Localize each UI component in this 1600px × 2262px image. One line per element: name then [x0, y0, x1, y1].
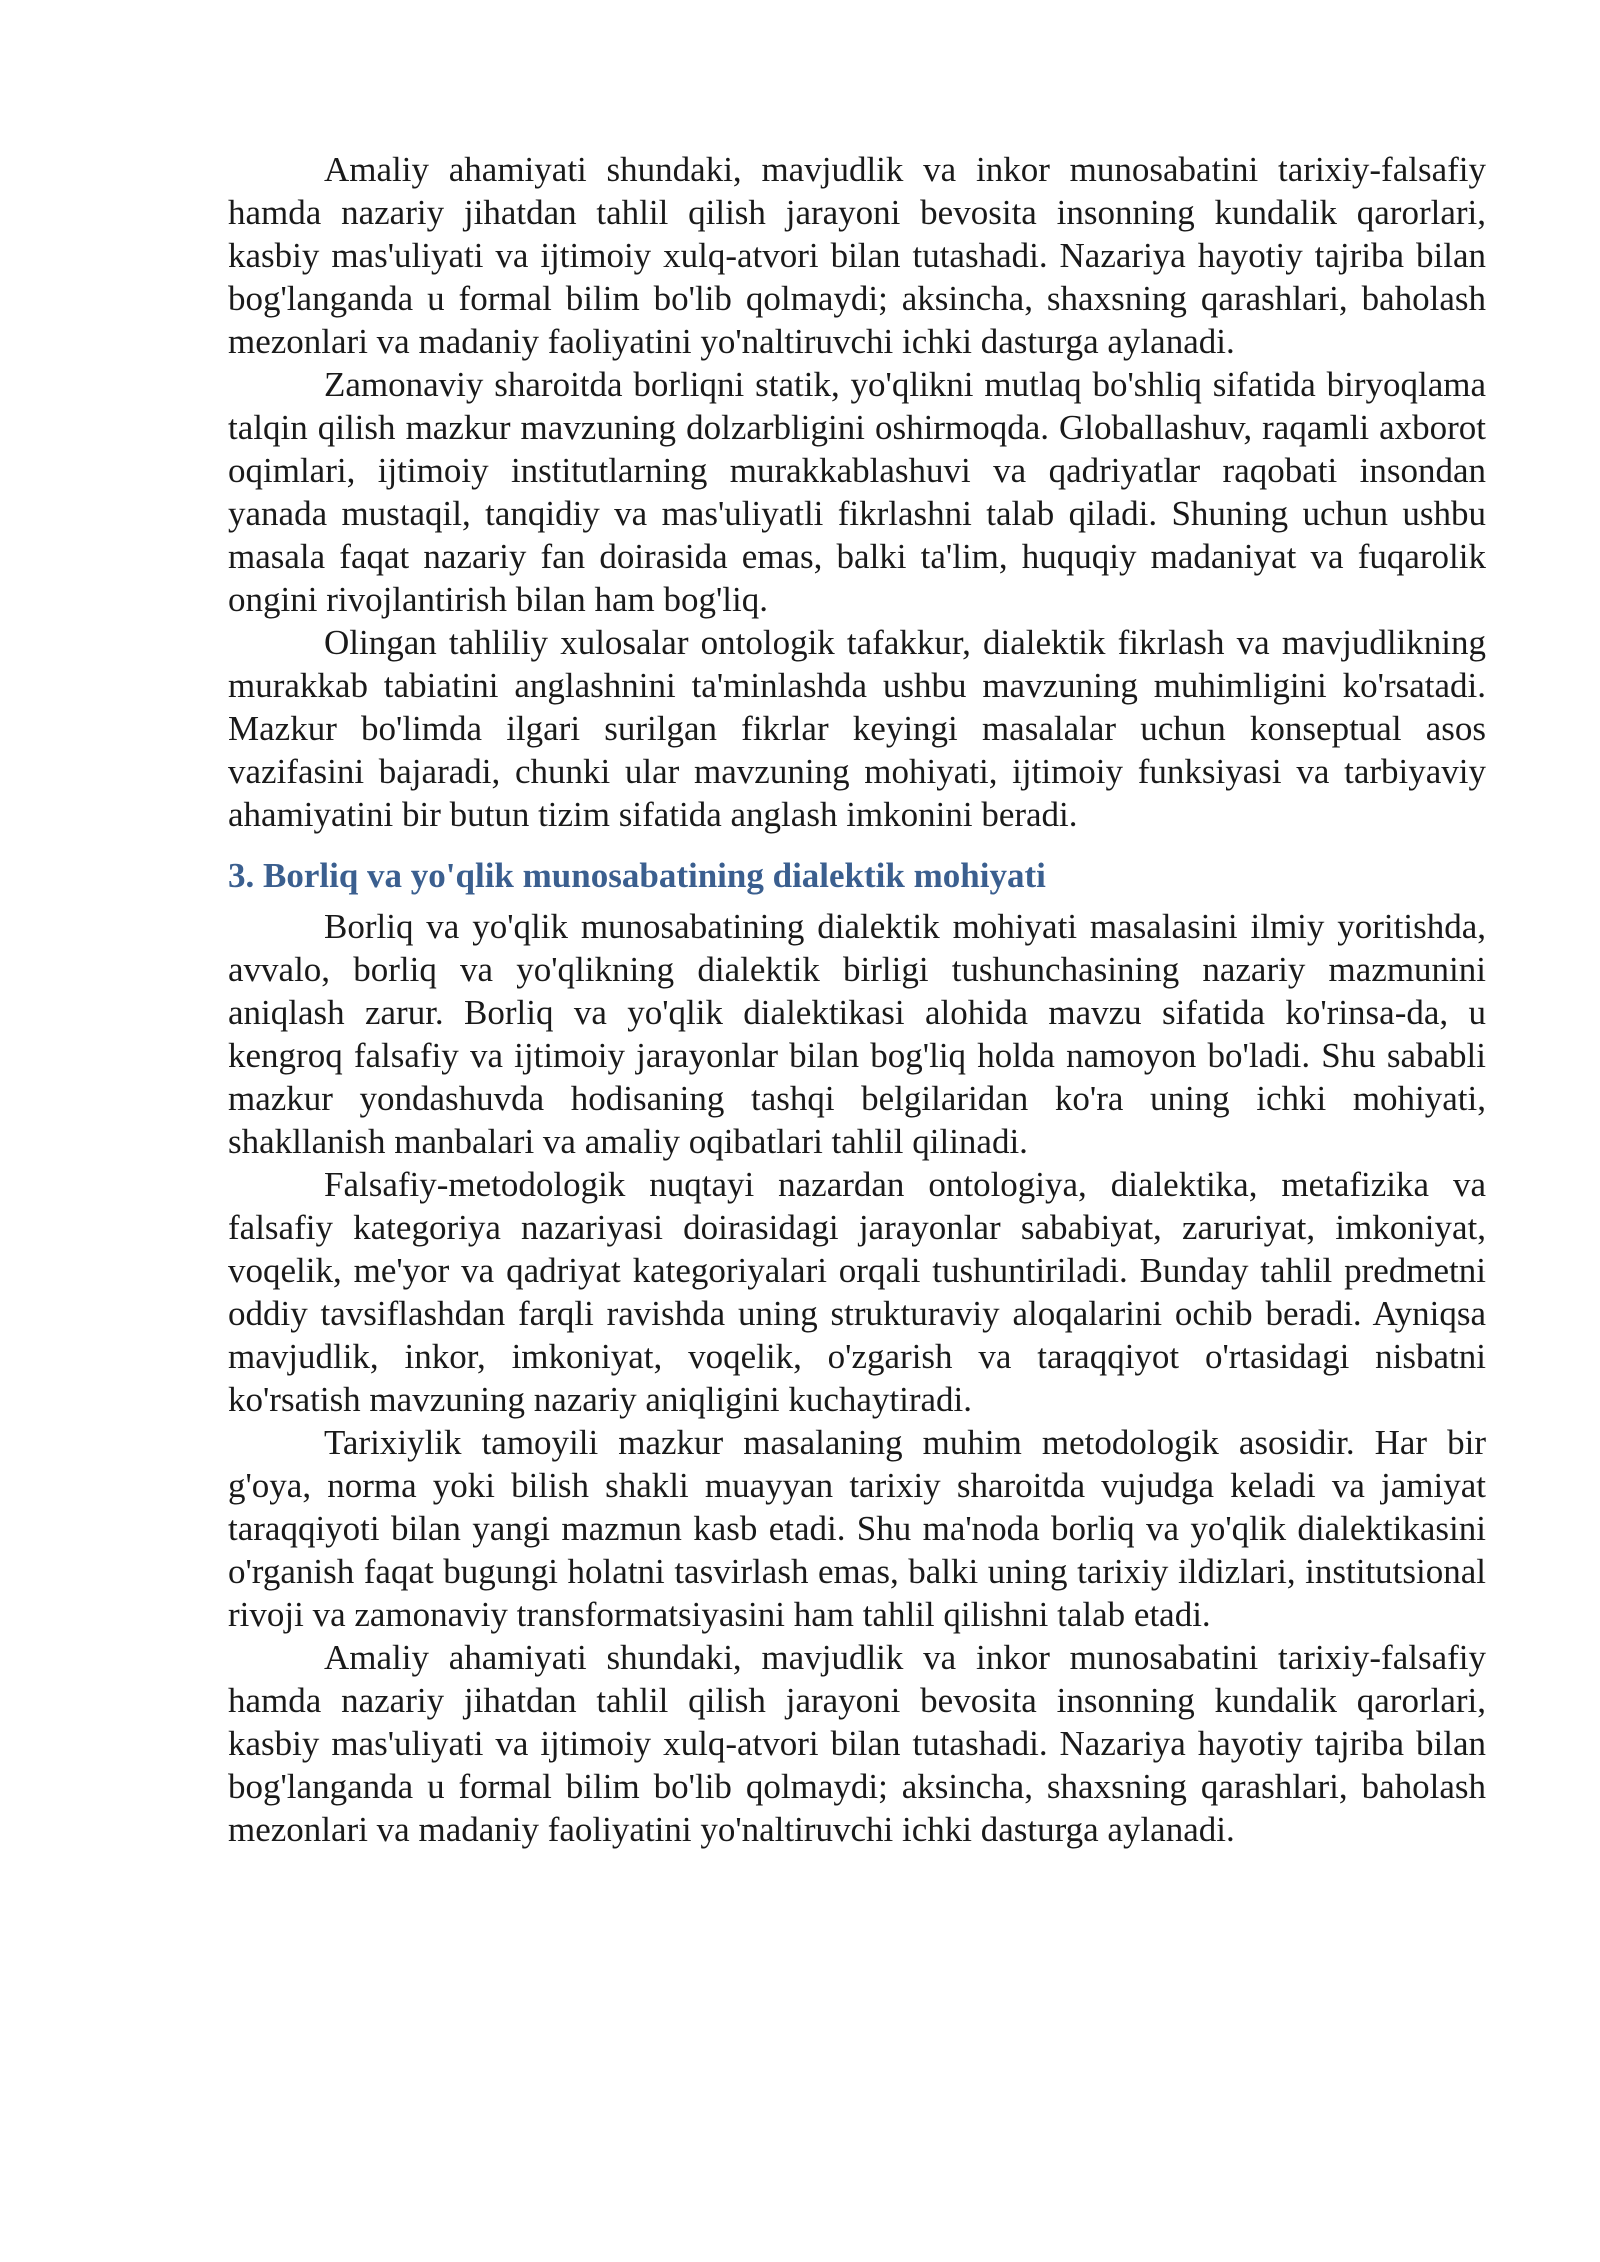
paragraph: Olingan tahliliy xulosalar ontologik tafakkur, dialektik fikrlash va mavjudlikning murakkab tabiatini anglashnini ta'minlashda ushbu mavzuning muhimligini ko'rsatadi. Mazkur bo'limda ilgari surilgan fikrlar keyingi masalalar uchun konseptual asos vazifasini bajaradi, chunki ular mavzuning mohiyati, ijtimoiy funksiyasi va tarbiyaviy ahamiyatini bir butun tizim sifatida anglash imkonini beradi. [228, 623, 1486, 834]
paragraph: Falsafiy-metodologik nuqtayi nazardan ontologiya, dialektika, metafizika va falsafiy kategoriya nazariyasi doirasidagi jarayonlar sababiyat, zaruriyat, imkoniyat, voqelik, me'yor va qadriyat kategoriyalari orqali tushuntiriladi. Bunday tahlil predmetni oddiy tavsiflashdan farqli ravishda uning strukturaviy aloqalarini ochib beradi. Ayniqsa mavjudlik, inkor, imkoniyat, voqelik, o'zgarish va taraqqiyot o'rtasidagi nisbatni ko'rsatish mavzuning nazariy aniqligini kuchaytiradi. [228, 1165, 1486, 1419]
paragraph: Borliq va yo'qlik munosabatining dialektik mohiyati masalasini ilmiy yoritishda, avvalo, borliq va yo'qlikning dialektik birligi tushunchasining nazariy mazmunini aniqlash zarur. Borliq va yo'qlik dialektikasi alohida mavzu sifatida ko'rinsa-da, u kengroq falsafiy va ijtimoiy jarayonlar bilan bog'liq holda namoyon bo'ladi. Shu sababli mazkur yondashuvda hodisaning tashqi belgilaridan ko'ra uning ichki mohiyati, shakllanish manbalari va amaliy oqibatlari tahlil qilinadi. [228, 907, 1486, 1161]
paragraph: Amaliy ahamiyati shundaki, mavjudlik va inkor munosabatini tarixiy-falsafiy hamda nazariy jihatdan tahlil qilish jarayoni bevosita insonning kundalik qarorlari, kasbiy mas'uliyati va ijtimoiy xulq-atvori bilan tutashadi. Nazariya hayotiy tajriba bilan bog'langanda u formal bilim bo'lib qolmaydi; aksincha, shaxsning qarashlari, baholash mezonlari va madaniy faoliyatini yo'naltiruvchi ichki dasturga aylanadi. [228, 1638, 1486, 1849]
document-body [228, 148, 1486, 1851]
paragraph: Amaliy ahamiyati shundaki, mavjudlik va inkor munosabatini tarixiy-falsafiy hamda nazariy jihatdan tahlil qilish jarayoni bevosita insonning kundalik qarorlari, kasbiy mas'uliyati va ijtimoiy xulq-atvori bilan tutashadi. Nazariya hayotiy tajriba bilan bog'langanda u formal bilim bo'lib qolmaydi; aksincha, shaxsning qarashlari, baholash mezonlari va madaniy faoliyatini yo'naltiruvchi ichki dasturga aylanadi. [228, 150, 1486, 361]
paragraph: Zamonaviy sharoitda borliqni statik, yo'qlikni mutlaq bo'shliq sifatida biryoqlama talqin qilish mazkur mavzuning dolzarbligini oshirmoqda. Globallashuv, raqamli axborot oqimlari, ijtimoiy institutlarning murakkablashuvi va qadriyatlar raqobati insondan yanada mustaqil, tanqidiy va mas'uliyatli fikrlashni talab qiladi. Shuning uchun ushbu masala faqat nazariy fan doirasida emas, balki ta'lim, huquqiy madaniyat va fuqarolik ongini rivojlantirish bilan ham bog'liq. [228, 365, 1486, 619]
section-heading: 3. Borliq va yo'qlik munosabatining dialektik mohiyati [228, 856, 1046, 895]
paragraph: Tarixiylik tamoyili mazkur masalaning muhim metodologik asosidir. Har bir g'oya, norma yoki bilish shakli muayyan tarixiy sharoitda vujudga keladi va jamiyat taraqqiyoti bilan yangi mazmun kasb etadi. Shu ma'noda borliq va yo'qlik dialektikasini o'rganish faqat bugungi holatni tasvirlash emas, balki uning tarixiy ildizlari, institutsional rivoji va zamonaviy transformatsiyasini ham tahlil qilishni talab etadi. [228, 1423, 1486, 1634]
